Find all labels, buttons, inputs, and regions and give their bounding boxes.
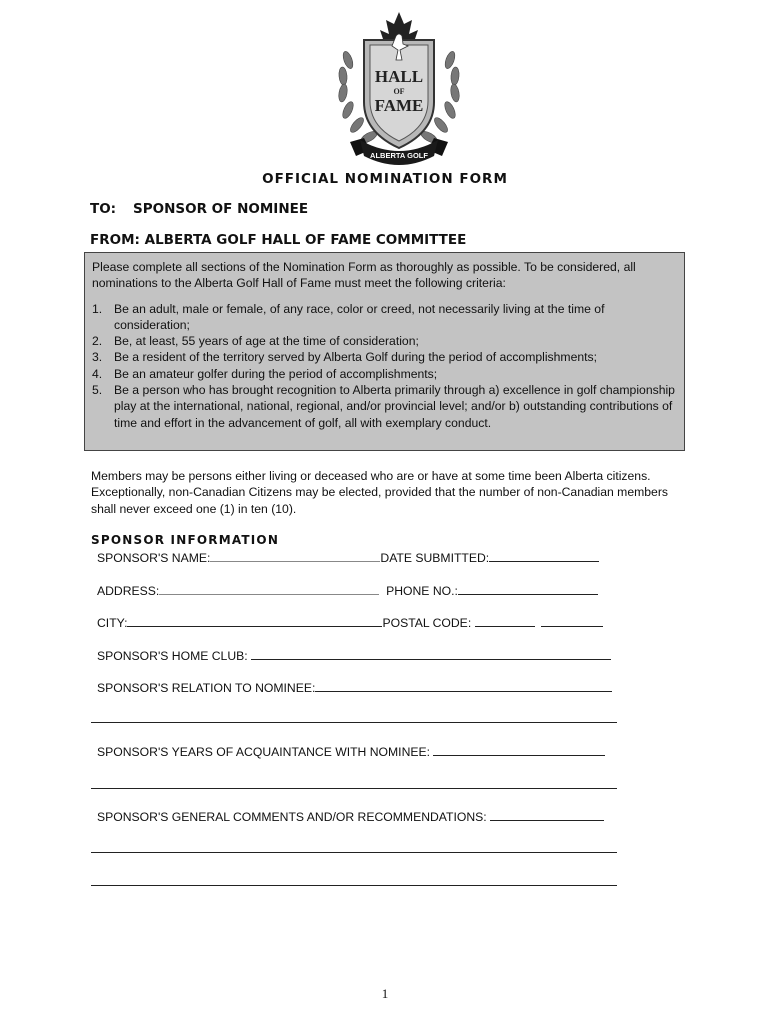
to-line	[90, 201, 309, 217]
page-number: 1	[381, 986, 389, 1001]
city-field[interactable]	[127, 614, 382, 627]
to-value: SPONSOR OF NOMINEE	[133, 201, 309, 217]
date-submitted-field[interactable]	[489, 549, 599, 562]
criteria-item-number: 2.	[92, 334, 103, 349]
comments-line-1[interactable]	[91, 852, 617, 853]
criteria-item	[92, 349, 676, 365]
criteria-item	[92, 366, 676, 382]
form-title: OFFICIAL NOMINATION FORM	[262, 171, 508, 187]
criteria-list	[92, 301, 676, 431]
comments-row	[97, 808, 604, 824]
criteria-item	[92, 382, 676, 431]
logo-banner-text: ALBERTA GOLF	[370, 151, 428, 160]
years-continuation-line[interactable]	[91, 788, 617, 789]
criteria-item-number: 3.	[92, 350, 103, 365]
criteria-item-text: Be an adult, male or female, of any race, color or creed, not necessarily living at the time of consideration;	[114, 301, 605, 332]
logo-crest-graphic	[330, 10, 468, 168]
hall-of-fame-logo	[330, 10, 468, 168]
postal-code-label: POSTAL CODE:	[382, 616, 472, 630]
from-line: FROM: ALBERTA GOLF HALL OF FAME COMMITTEE	[90, 232, 467, 248]
city-label: CITY:	[97, 616, 128, 630]
relation-row	[97, 679, 612, 695]
sponsor-name-row	[97, 549, 599, 565]
criteria-item-number: 5.	[92, 383, 103, 398]
sponsor-section-title: SPONSOR INFORMATION	[91, 533, 280, 547]
home-club-row	[97, 647, 611, 663]
home-club-label: SPONSOR'S HOME CLUB:	[97, 649, 248, 663]
home-club-field[interactable]	[251, 647, 611, 660]
date-submitted-label: DATE SUBMITTED:	[380, 551, 490, 565]
criteria-item-text: Be a resident of the territory served by Alberta Golf during the period of accomplishments;	[114, 350, 598, 365]
address-label: ADDRESS:	[97, 584, 160, 598]
sponsor-name-label: SPONSOR'S NAME:	[97, 551, 211, 565]
to-label: TO:	[90, 201, 117, 217]
relation-field[interactable]	[315, 679, 612, 692]
phone-label: PHONE NO.:	[386, 584, 458, 598]
criteria-item	[92, 301, 676, 334]
postal-code-field-1[interactable]	[475, 614, 535, 627]
criteria-box	[84, 252, 685, 451]
criteria-item	[92, 333, 676, 349]
relation-continuation-line[interactable]	[91, 722, 617, 723]
city-row	[97, 614, 603, 630]
relation-label: SPONSOR'S RELATION TO NOMINEE:	[97, 681, 316, 695]
phone-field[interactable]	[458, 582, 598, 595]
comments-line-2[interactable]	[91, 885, 617, 886]
comments-label: SPONSOR'S GENERAL COMMENTS AND/OR RECOMMENDATIONS:	[97, 810, 487, 824]
address-field[interactable]	[159, 582, 379, 595]
criteria-item-number: 4.	[92, 366, 103, 381]
criteria-item-text: Be a person who has brought recognition to Alberta primarily through a) excellence in golf championship play at the international, national, regional, and/or provincial level; and/or b) outstanding contributions of time and effort in the advancement of golf, all with exemplary conduct.	[114, 383, 675, 430]
years-row	[97, 743, 605, 759]
address-row	[97, 582, 598, 598]
members-paragraph: Members may be persons either living or deceased who are or have at some time been Alberta citizens. Exceptionally, non-Canadian Citizens may be elected, provided that the number of non-Canadian members shall never exceed one (1) in ten (10).	[91, 469, 668, 516]
logo-text-of: OF	[393, 87, 405, 96]
criteria-item-text: Be an amateur golfer during the period of accomplishments;	[114, 366, 438, 381]
postal-code-field-2[interactable]	[541, 614, 603, 627]
years-field[interactable]	[433, 743, 605, 756]
criteria-item-number: 1.	[92, 301, 103, 316]
comments-field[interactable]	[490, 808, 604, 821]
criteria-intro: Please complete all sections of the Nomination Form as thoroughly as possible. To be considered, all nominations to the Alberta Golf Hall of Fame must meet the following criteria:	[92, 260, 636, 291]
sponsor-name-field[interactable]	[210, 549, 380, 562]
logo-text-fame: FAME	[374, 96, 424, 115]
criteria-item-text: Be, at least, 55 years of age at the time of consideration;	[114, 334, 419, 349]
logo-text-hall: HALL	[374, 67, 424, 86]
years-label: SPONSOR'S YEARS OF ACQUAINTANCE WITH NOMINEE:	[97, 745, 431, 759]
